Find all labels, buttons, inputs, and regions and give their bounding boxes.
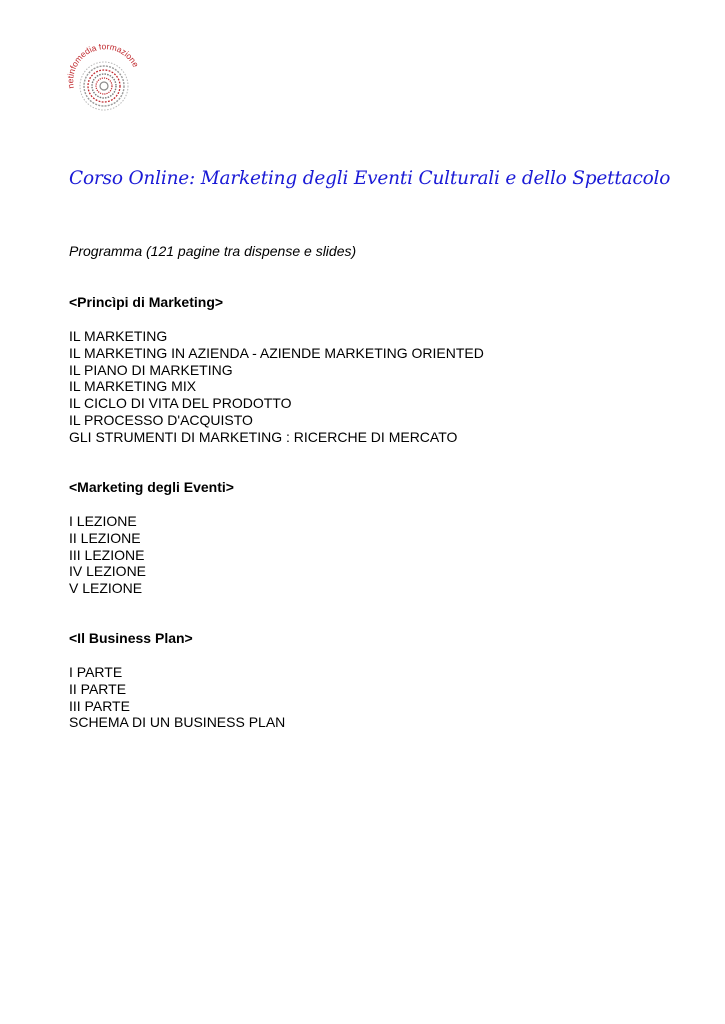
section-item-list [69, 328, 669, 446]
list-item: GLI STRUMENTI DI MARKETING : RICERCHE DI MERCATO [69, 428, 458, 445]
section-marketing-degli-eventi [69, 479, 669, 597]
list-item: IL MARKETING [69, 328, 168, 344]
list-item: IL PIANO DI MARKETING [69, 361, 233, 378]
list-item: II PARTE [69, 680, 127, 697]
logo-brand-text: netinfomedia formazione [66, 44, 142, 90]
list-item: SCHEMA DI UN BUSINESS PLAN [69, 714, 286, 731]
list-item: IL MARKETING IN AZIENDA - AZIENDE MARKETING ORIENTED [69, 344, 484, 361]
list-item: II LEZIONE [69, 529, 141, 546]
programma-subtitle: Programma (121 pagine tra dispense e slides) [69, 243, 357, 259]
section-heading: <Marketing degli Eventi> [69, 479, 234, 495]
list-item: IV LEZIONE [69, 563, 147, 580]
list-item: IL MARKETING MIX [69, 378, 197, 395]
list-item: I PARTE [69, 664, 123, 680]
section-heading: <Princìpi di Marketing> [69, 294, 224, 310]
list-item: IL PROCESSO D'ACQUISTO [69, 411, 253, 428]
list-item: III LEZIONE [69, 546, 145, 563]
section-principi-di-marketing [69, 294, 669, 446]
logo-swirl-icon [80, 62, 128, 110]
document-title: Corso Online: Marketing degli Eventi Culturali e dello Spettacolo [69, 168, 671, 189]
list-item: III PARTE [69, 697, 130, 714]
netinfomedia-logo [66, 44, 150, 114]
list-item: I LEZIONE [69, 513, 137, 529]
logo-graphic [66, 44, 150, 114]
section-item-list [69, 513, 669, 597]
section-il-business-plan [69, 630, 669, 731]
list-item: IL CICLO DI VITA DEL PRODOTTO [69, 395, 292, 412]
list-item: V LEZIONE [69, 580, 143, 597]
section-item-list [69, 664, 669, 731]
section-heading: <Il Business Plan> [69, 630, 193, 646]
